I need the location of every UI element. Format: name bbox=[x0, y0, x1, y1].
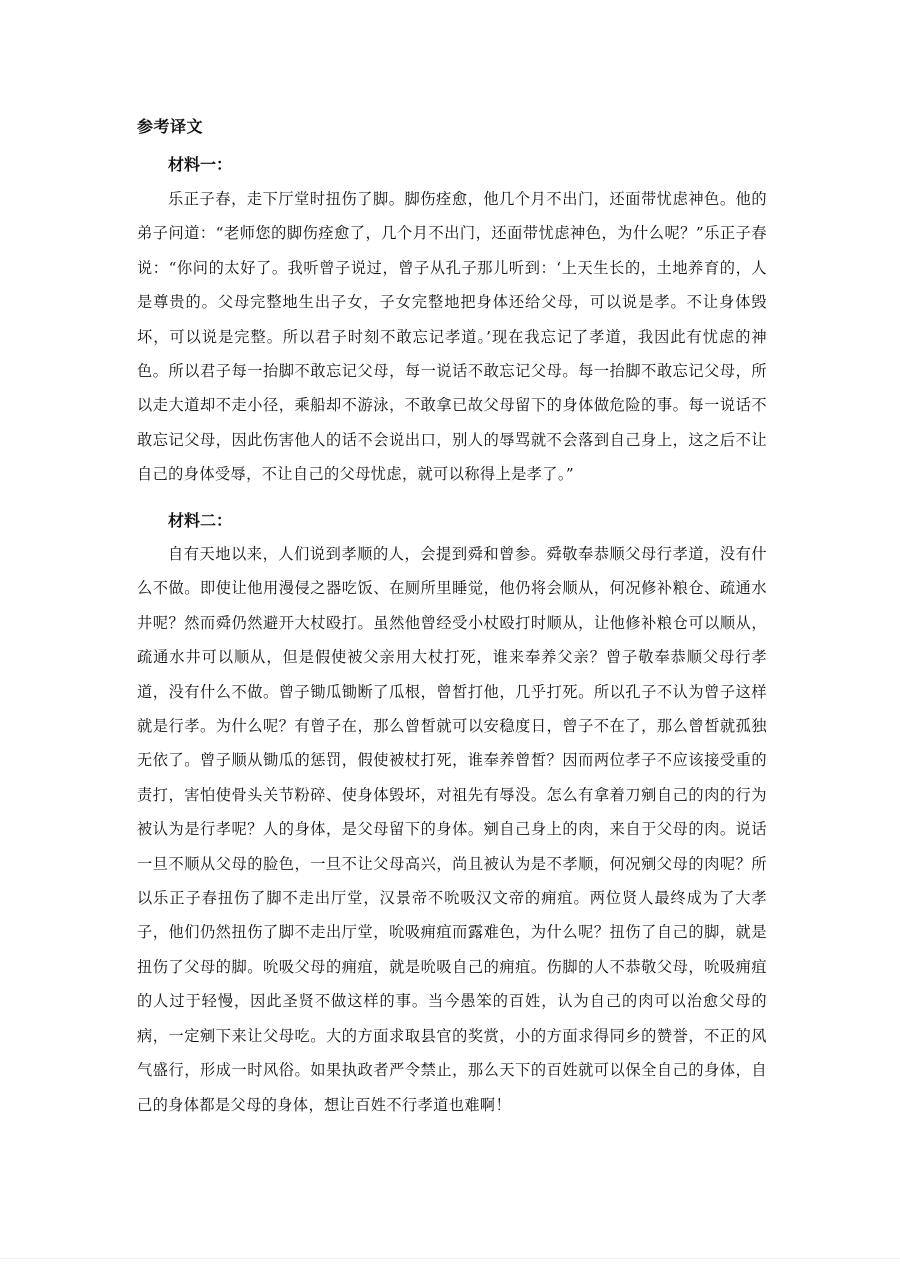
page-title: 参考译文 bbox=[137, 117, 204, 136]
page-bottom-edge bbox=[0, 1258, 900, 1259]
section-heading-material-2: 材料二： bbox=[168, 511, 233, 530]
section-paragraph-material-1: 乐正子春，走下厅堂时扭伤了脚。脚伤痊愈，他几个月不出门，还面带忧虑神色。他的弟子问道：“老师您的脚伤痊愈了，几个月不出门，还面带忧虑神色，为什么呢？”乐正子春说：“你问的太好了。我听曾子说过，曾子从孔子那儿听到：‘上天生长的，土地养育的，人是尊贵的。父母完整地生出子女，子女完整地把身体还给父母，可以说是孝。不让身体毁坏，可以说是完整。所以君子时刻不敢忘记孝道。’现在我忘记了孝道，我因此有忧虑的神色。所以君子每一抬脚不敢忘记父母，每一说话不敢忘记父母。每一抬脚不敢忘记父母，所以走大道却不走小径，乘船却不游泳，不敢拿已故父母留下的身体做危险的事。每一说话不敢忘记父母，因此伤害他人的话不会说出口，别人的辱骂就不会落到自己身上，这之后不让自己的身体受辱，不让自己的父母忧虑，就可以称得上是孝了。” bbox=[137, 190, 767, 484]
section-paragraph-material-2: 自有天地以来，人们说到孝顺的人，会提到舜和曾参。舜敬奉恭顺父母行孝道，没有什么不做。即使让他用漫侵之器吃饭、在厕所里睡觉，他仍将会顺从，何况修补粮仓、疏通水井呢？然而舜仍然避开大杖殴打。虽然他曾经受小杖殴打时顺从，让他修补粮仓可以顺从，疏通水井可以顺从，但是假使被父亲用大杖打死，谁来奉养父亲？曾子敬奉恭顺父母行孝道，没有什么不做。曾子锄瓜锄断了瓜根，曾皙打他，几乎打死。所以孔子不认为曾子这样就是行孝。为什么呢？有曾子在，那么曾皙就可以安稳度日，曾子不在了，那么曾皙就孤独无依了。曾子顺从锄瓜的惩罚，假使被杖打死，谁奉养曾皙？因而两位孝子不应该接受重的责打，害怕使骨头关节粉碎、使身体毁坏，对祖先有辱没。怎么有拿着刀剜自己的肉的行为被认为是行孝呢？人的身体，是父母留下的身体。剜自己身上的肉，来自于父母的肉。说话一旦不顺从父母的脸色，一旦不让父母高兴，尚且被认为是不孝顺，何况剜父母的肉呢？所以乐正子春扭伤了脚不走出厅堂，汉景帝不吮吸汉文帝的痈疽。两位贤人最终成为了大孝子，他们仍然扭伤了脚不走出厅堂，吮吸痈疽而露难色，为什么呢？扭伤了自己的脚，就是扭伤了父母的脚。吮吸父母的痈疽，就是吮吸自己的痈疽。伤脚的人不恭敬父母，吮吸痈疽的人过于轻慢，因此圣贤不做这样的事。当今愚笨的百姓，认为自己的肉可以治愈父母的病，一定剜下来让父母吃。大的方面求取县官的奖赏，小的方面求得同乡的赞誉，不正的风气盛行，形成一时风俗。如果执政者严令禁止，那么天下的百姓就可以保全自己的身体，自己的身体都是父母的身体，想让百姓不行孝道也难啊！ bbox=[137, 545, 767, 1114]
section-heading-material-1: 材料一： bbox=[168, 155, 233, 174]
